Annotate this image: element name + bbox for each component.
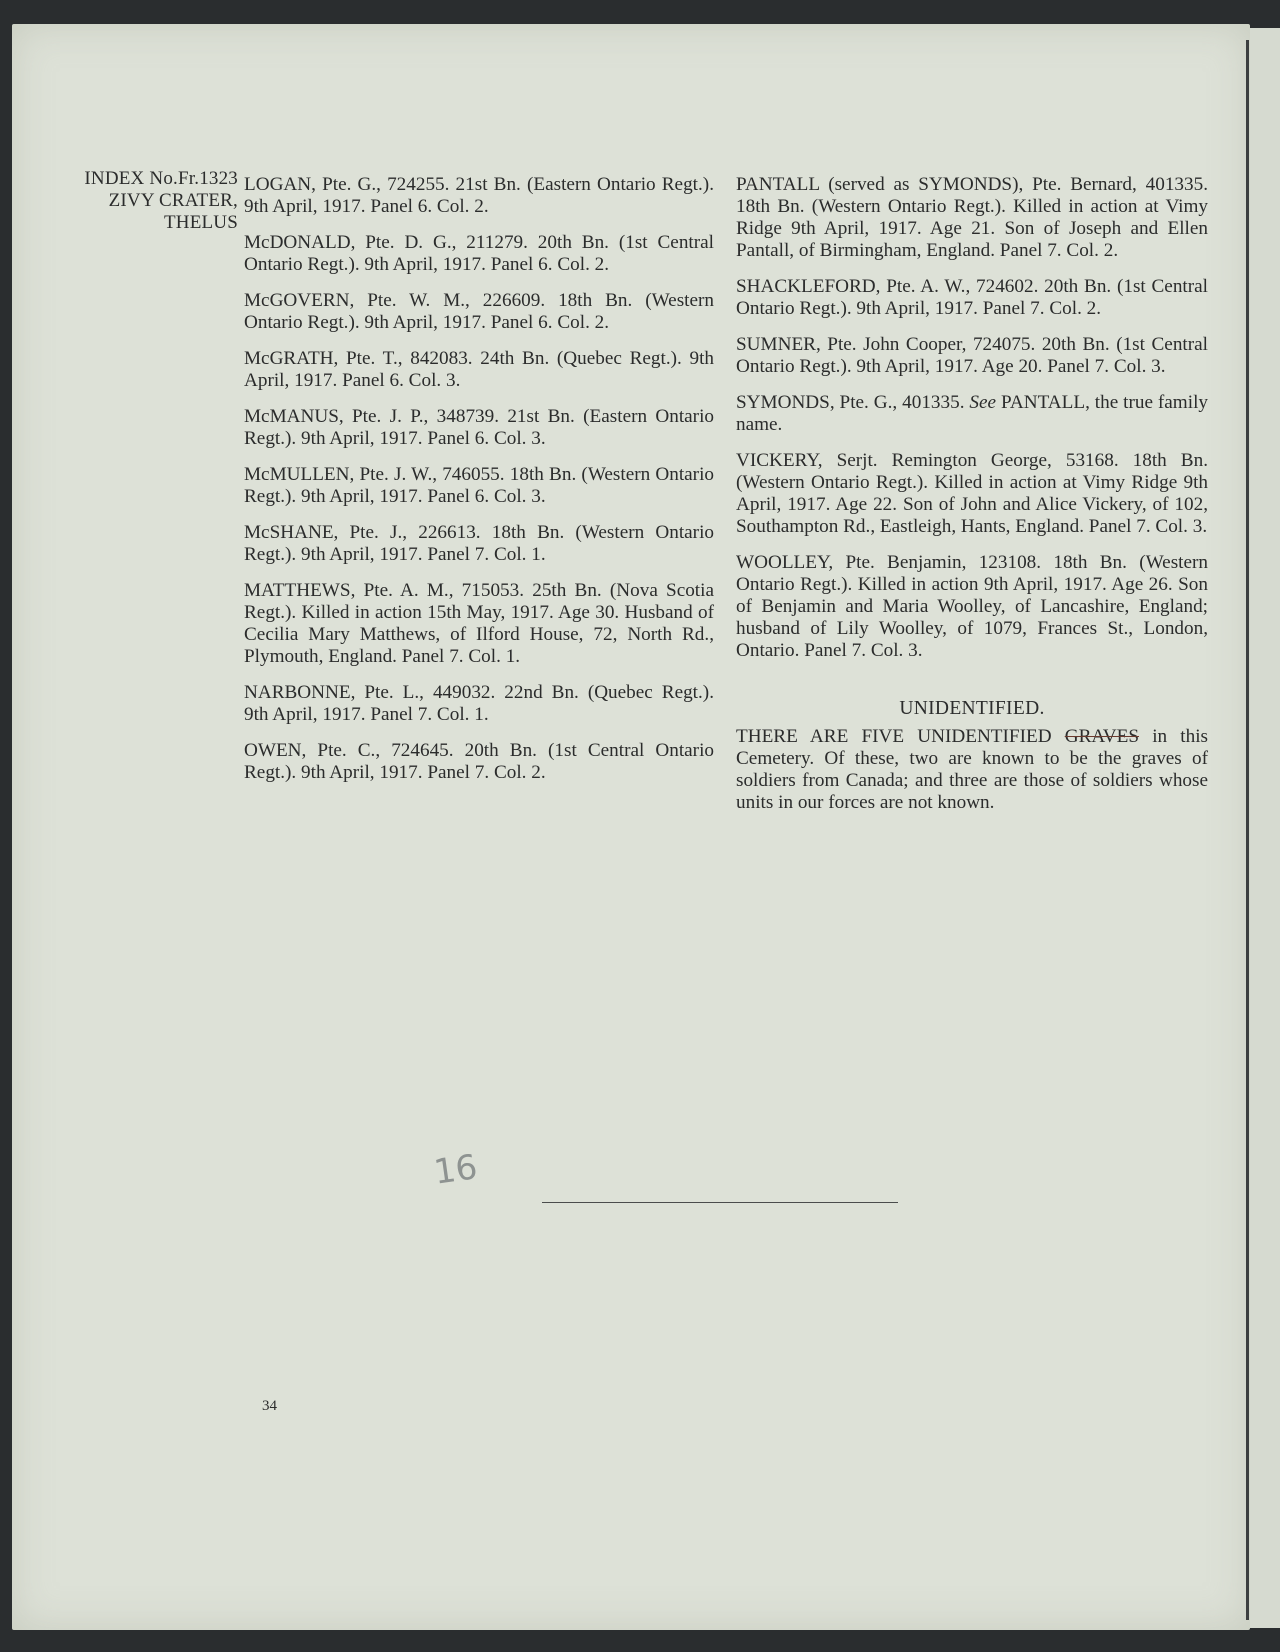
unidentified-struck-word: GRAVES [1064,726,1140,747]
casualty-entry: SUMNER, Pte. John Cooper, 724075. 20th Bn. (1st Central Ontario Regt.). 9th April, 1917. Age 20. Panel 7. Col. 3. [736,334,1208,377]
casualty-entry: NARBONNE, Pte. L., 449032. 22nd Bn. (Quebec Regt.). 9th April, 1917. Panel 7. Col. 1. [244,682,714,725]
page-number: 34 [262,1398,277,1414]
casualty-entry: McSHANE, Pte. J., 226613. 18th Bn. (Western Ontario Regt.). 9th April, 1917. Panel 7. Col. 1. [244,522,714,565]
casualty-entry: VICKERY, Serjt. Remington George, 53168. 18th Bn. (Western Ontario Regt.). Killed in action at Vimy Ridge 9th April, 1917. Age 22. Son of John and Alice Vickery, of 102, Southampton Rd., Eastleigh, Hants, England. Panel 7. Col. 3. [736,450,1208,537]
binding-edge [1246,40,1249,1620]
cemetery-index-label [40,168,238,234]
unidentified-lead: THERE ARE FIVE UNIDENTIFIED [736,726,1052,747]
casualty-cross-reference [736,392,1208,436]
cross-ref-see: See [969,392,997,413]
casualty-entry: MATTHEWS, Pte. A. M., 715053. 25th Bn. (Nova Scotia Regt.). Killed in action 15th May, 1917. Age 30. Husband of Cecilia Mary Matthews, of Ilford House, 72, North Rd., Plymouth, England. Panel 7. Col. 1. [244,580,714,667]
footer-rule [542,1202,898,1203]
casualty-entry: McDONALD, Pte. D. G., 211279. 20th Bn. (1st Central Ontario Regt.). 9th April, 1917. Panel 6. Col. 2. [244,232,714,275]
casualty-entry: McGOVERN, Pte. W. M., 226609. 18th Bn. (Western Ontario Regt.). 9th April, 1917. Panel 6. Col. 2. [244,290,714,333]
casualty-entry: SHACKLEFORD, Pte. A. W., 724602. 20th Bn. (1st Central Ontario Regt.). 9th April, 1917. Panel 7. Col. 2. [736,276,1208,319]
cemetery-name: ZIVY CRATER, [108,190,238,211]
casualty-entry: McMANUS, Pte. J. P., 348739. 21st Bn. (Eastern Ontario Regt.). 9th April, 1917. Panel 6. Col. 3. [244,406,714,449]
index-number: INDEX No.Fr.1323 [84,168,238,189]
casualty-entry: McMULLEN, Pte. J. W., 746055. 18th Bn. (Western Ontario Regt.). 9th April, 1917. Panel 6. Col. 3. [244,464,714,507]
pencil-annotation: 16 [431,1147,480,1193]
cemetery-location: THELUS [163,212,238,233]
casualty-entry: PANTALL (served as SYMONDS), Pte. Bernard, 401335. 18th Bn. (Western Ontario Regt.). Killed in action at Vimy Ridge 9th April, 1917. Age 21. Son of Joseph and Ellen Pantall, of Birmingham, England. Panel 7. Col. 2. [736,174,1208,261]
casualty-entry: McGRATH, Pte. T., 842083. 24th Bn. (Quebec Regt.). 9th April, 1917. Panel 6. Col. 3. [244,348,714,391]
unidentified-note [736,726,1208,814]
casualty-entry: OWEN, Pte. C., 724645. 20th Bn. (1st Central Ontario Regt.). 9th April, 1917. Panel 7. Col. 2. [244,740,714,783]
left-column [244,174,714,798]
unidentified-rest: in this Cemetery. Of these, two are known to be the graves of soldiers from Canada; and three are those of soldiers whose units in our forces are not known. [736,726,1208,813]
casualty-entry: LOGAN, Pte. G., 724255. 21st Bn. (Eastern Ontario Regt.). 9th April, 1917. Panel 6. Col. 2. [244,174,714,217]
cross-ref-name: SYMONDS, Pte. G., 401335. [736,392,965,413]
casualty-entry: WOOLLEY, Pte. Benjamin, 123108. 18th Bn. (Western Ontario Regt.). Killed in action 9th April, 1917. Age 26. Son of Benjamin and Maria Woolley, of Lancashire, England; husband of Lily Woolley, of 1079, Frances St., London, Ontario. Panel 7. Col. 3. [736,552,1208,661]
unidentified-heading: UNIDENTIFIED. [899,698,1045,719]
cross-ref-target: PANTALL, the true family name. [736,392,1208,435]
adjacent-page-edge [1250,28,1280,1628]
right-column [736,174,1208,828]
